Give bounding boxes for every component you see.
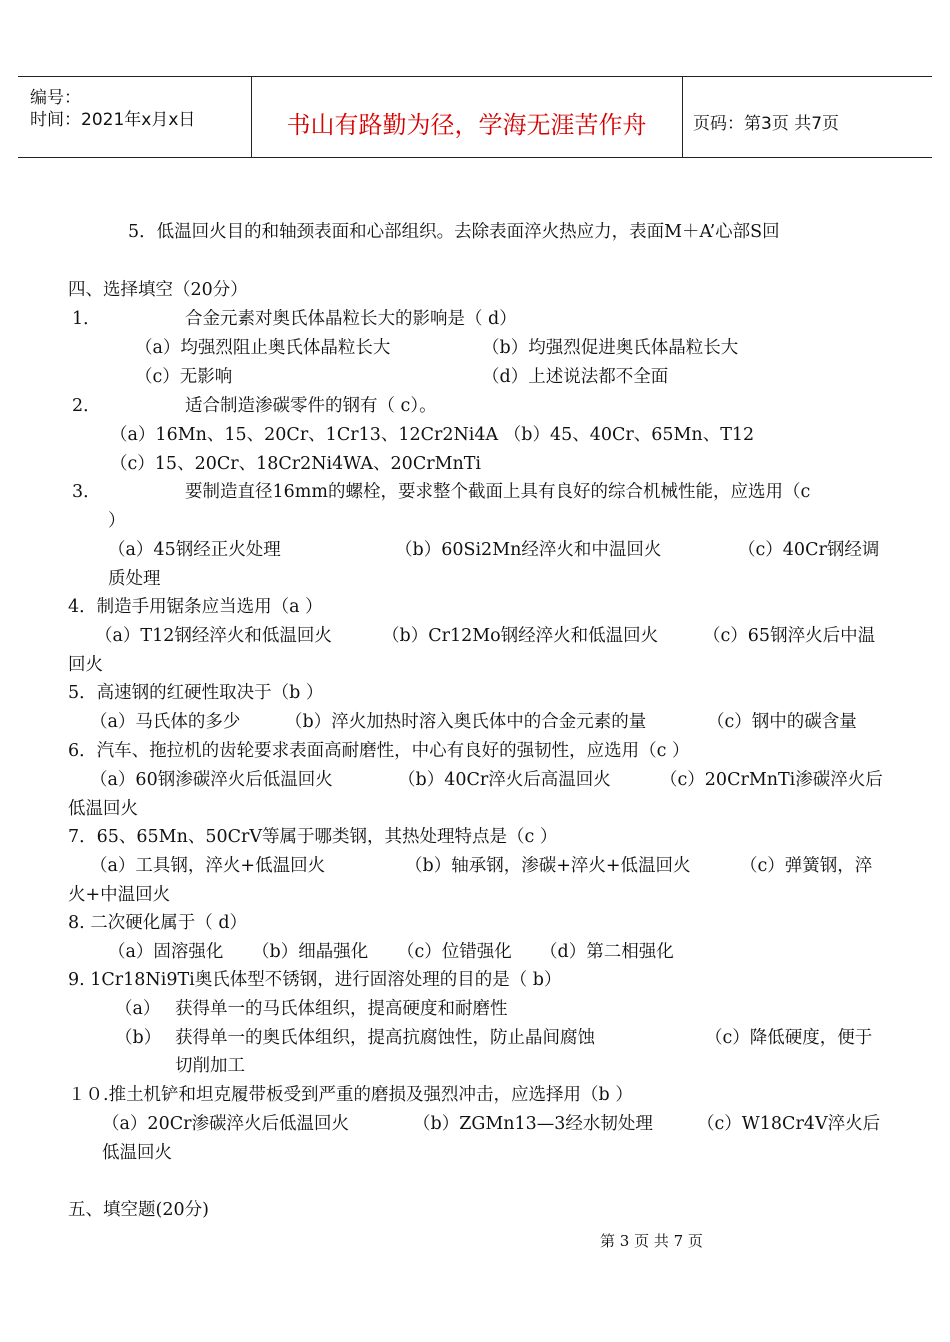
question-number: 1． xyxy=(72,309,101,329)
option-cont: 火+中温回火 xyxy=(68,885,171,905)
question-text: 5．高速钢的红硬性取决于（b ） xyxy=(68,683,324,703)
option: （a）45钢经正火处理 xyxy=(108,540,281,560)
option: （c）位错强化 xyxy=(397,942,512,962)
question-number: 2． xyxy=(72,396,101,416)
option: （c）无影响 xyxy=(135,367,233,387)
option: （d）上述说法都不全面 xyxy=(482,367,669,387)
option: （c）钢中的碳含量 xyxy=(707,712,857,732)
option: （c）降低硬度，便于 xyxy=(705,1028,873,1048)
question-text-cont: ） xyxy=(108,511,126,531)
question-text: 4．制造手用锯条应当选用（a ） xyxy=(68,597,323,617)
option: （d）第二相强化 xyxy=(540,942,674,962)
option: （b）60Si2Mn经淬火和中温回火 xyxy=(395,540,662,560)
option: （c）弹簧钢，淬 xyxy=(740,856,873,876)
option: （b）ZGMn13—3经水韧处理 xyxy=(413,1114,653,1134)
option: （c）65钢淬火后中温 xyxy=(703,626,876,646)
motto: 书山有路勤为径，学海无涯苦作舟 xyxy=(286,111,647,139)
option: （a）工具钢，淬火+低温回火 xyxy=(90,856,326,876)
option: （a）20Cr渗碳淬火后低温回火 xyxy=(102,1114,349,1134)
header-table xyxy=(18,76,932,158)
text-line: 5．低温回火目的和轴颈表面和心部组织。去除表面淬火热应力，表面M＋A’心部S回 xyxy=(128,222,780,242)
question-number: 3． xyxy=(72,482,101,502)
option-marker: （a） xyxy=(115,999,161,1019)
option: （b）均强烈促进奥氏体晶粒长大 xyxy=(482,338,739,358)
option: （b）轴承钢，渗碳+淬火+低温回火 xyxy=(405,856,691,876)
question-text: 适合制造渗碳零件的钢有（ c）。 xyxy=(185,396,437,416)
option-cont: 质处理 xyxy=(108,569,161,589)
option: （b）细晶强化 xyxy=(252,942,369,962)
question-text: 合金元素对奥氏体晶粒长大的影响是（ d） xyxy=(185,309,517,329)
option: 获得单一的马氏体组织，提高硬度和耐磨性 xyxy=(175,999,508,1019)
page-label: 页码：第3页 共7页 xyxy=(693,114,840,134)
option: （a）均强烈阻止奥氏体晶粒长大 xyxy=(135,338,391,358)
option: （a）16Mn、15、20Cr、1Cr13、12Cr2Ni4A （b）45、40Cr、65Mn、T12 xyxy=(110,425,755,445)
option: （c）40Cr钢经调 xyxy=(738,540,880,560)
option: 获得单一的奥氏体组织，提高抗腐蚀性，防止晶间腐蚀 xyxy=(175,1028,595,1048)
header-left-cell xyxy=(18,77,252,157)
option: （a）T12钢经淬火和低温回火 xyxy=(95,626,332,646)
question-text: 7．65、65Mn、50CrV等属于哪类钢，其热处理特点是（c ） xyxy=(68,827,558,847)
question-text: 8. 二次硬化属于（ d） xyxy=(68,913,248,933)
question-text: 6．汽车、拖拉机的齿轮要求表面高耐磨性，中心有良好的强韧性，应选用（c ） xyxy=(68,741,690,761)
question-text: １０.推土机铲和坦克履带板受到严重的磨损及强烈冲击，应选择用（b ） xyxy=(68,1085,633,1105)
page-footer: 第 3 页 共 7 页 xyxy=(600,1232,703,1250)
option: （c）15、20Cr、18Cr2Ni4WA、20CrMnTi xyxy=(110,454,482,474)
option: （b）40Cr淬火后高温回火 xyxy=(398,770,611,790)
option: （a）固溶强化 xyxy=(108,942,224,962)
option-cont: 切削加工 xyxy=(175,1056,245,1076)
option: （a）马氏体的多少 xyxy=(90,712,241,732)
option-cont: 低温回火 xyxy=(68,799,138,819)
option-marker: （b） xyxy=(115,1028,162,1048)
option: （c）20CrMnTi渗碳淬火后 xyxy=(660,770,883,790)
header-right-cell xyxy=(683,77,932,157)
option: （c）W18Cr4V淬火后 xyxy=(697,1114,881,1134)
question-text: 要制造直径16mm的螺栓，要求整个截面上具有良好的综合机械性能，应选用（c xyxy=(185,482,811,502)
number-label: 编号： xyxy=(30,88,81,108)
section-heading: 四、选择填空（20分） xyxy=(68,280,248,300)
option-cont: 回火 xyxy=(68,655,103,675)
header-center-cell xyxy=(251,77,683,157)
question-text: 9. 1Cr18Ni9Ti奥氏体型不锈钢，进行固溶处理的目的是（ b） xyxy=(68,970,562,990)
option: （b）Cr12Mo钢经淬火和低温回火 xyxy=(382,626,659,646)
option: （a）60钢渗碳淬火后低温回火 xyxy=(90,770,333,790)
time-label: 时间：2021年x月x日 xyxy=(30,110,196,130)
option-cont: 低温回火 xyxy=(102,1143,172,1163)
section-heading: 五、填空题(20分) xyxy=(68,1200,209,1220)
option: （b）淬火加热时溶入奥氏体中的合金元素的量 xyxy=(285,712,647,732)
